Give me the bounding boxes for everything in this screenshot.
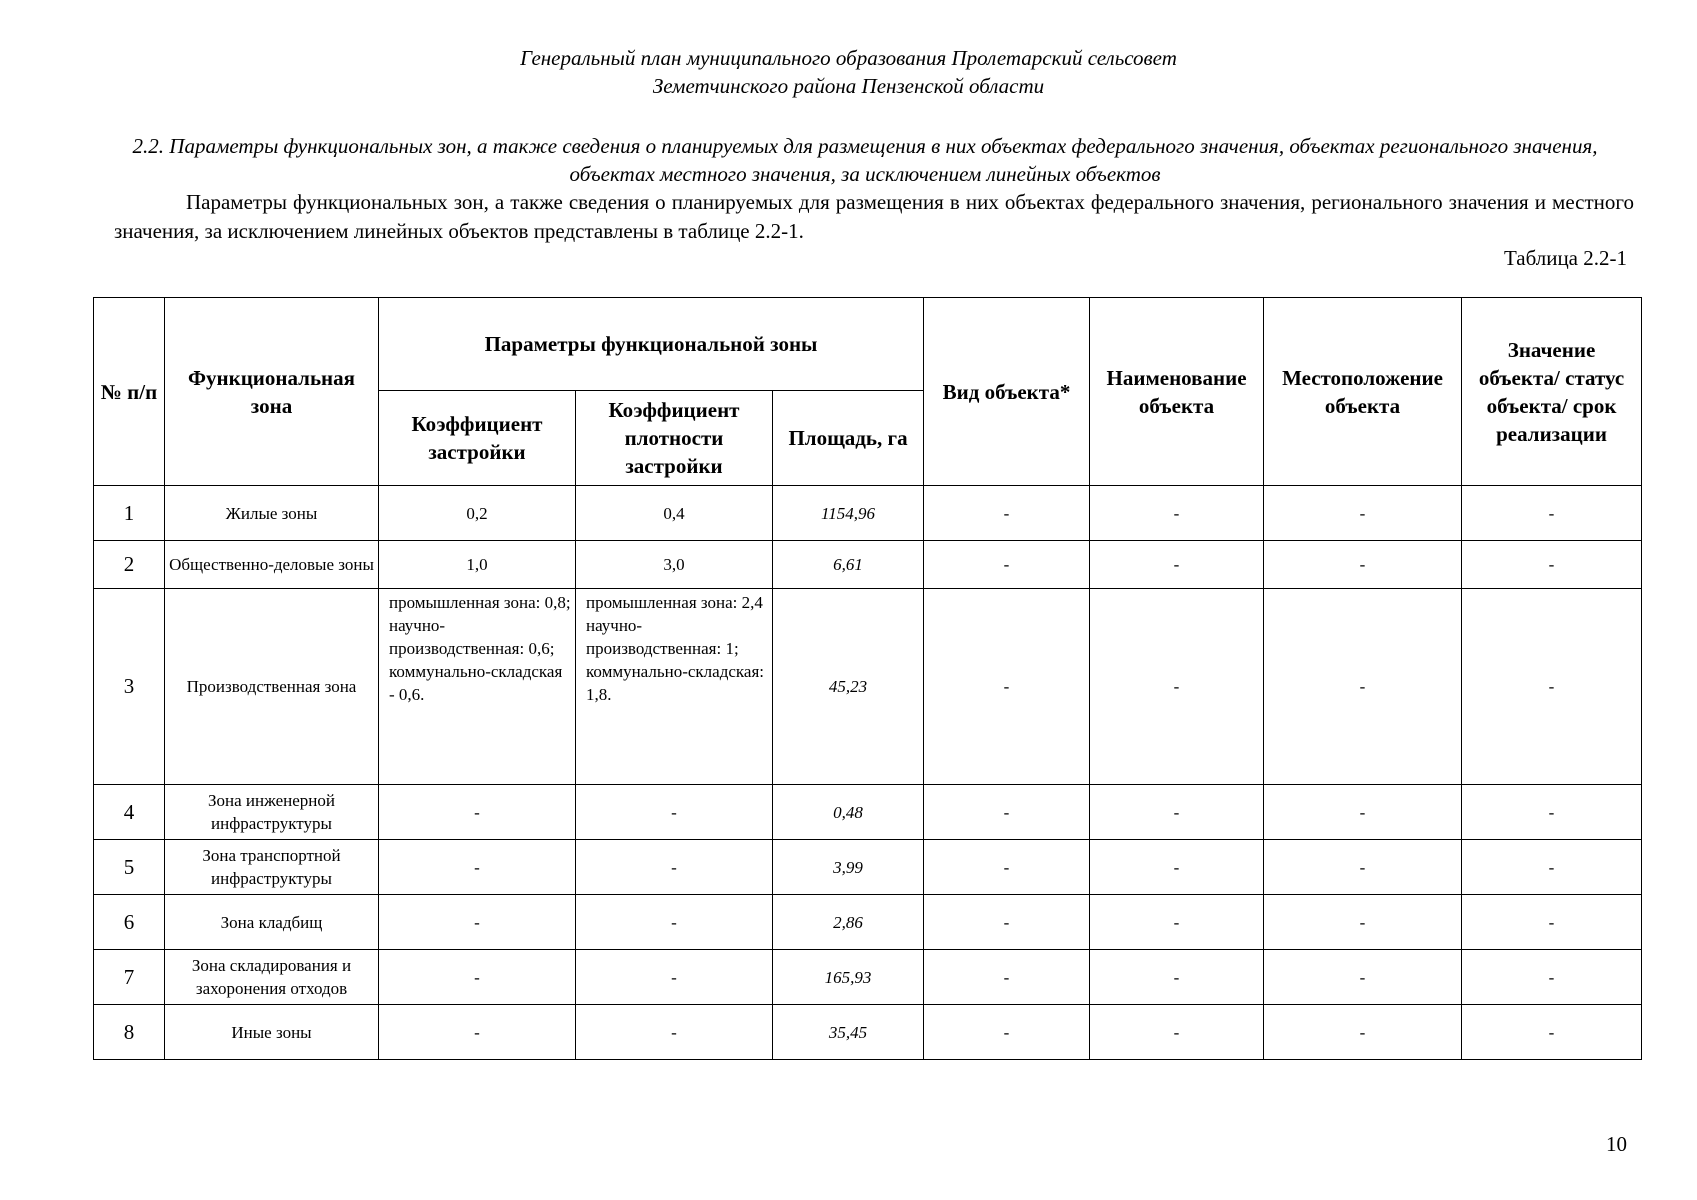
cell-num: 5 (94, 840, 165, 895)
section-title: 2.2. Параметры функциональных зон, а также сведения о планируемых для размещения в них объектах федерального значения, объектах регионального значения, объектах местного значения, за исключением линейных объектов (132, 134, 1598, 186)
header-object-type: Вид объекта* (924, 298, 1090, 486)
cell-coef-build: - (379, 840, 576, 895)
cell-zone: Производственная зона (165, 589, 379, 785)
cell-zone: Зона транспортной инфраструктуры (165, 840, 379, 895)
table-row (94, 840, 1642, 895)
cell-num: 7 (94, 950, 165, 1005)
cell-object-name: - (1090, 486, 1264, 541)
cell-coef-density: - (576, 950, 773, 1005)
cell-area: 3,99 (773, 840, 924, 895)
cell-object-status: - (1462, 589, 1642, 785)
header-object-name: Наименование объекта (1090, 298, 1264, 486)
cell-area: 2,86 (773, 895, 924, 950)
header-line-1: Генеральный план муниципального образования Пролетарский сельсовет (520, 46, 1177, 70)
cell-object-location: - (1264, 895, 1462, 950)
cell-coef-density: 0,4 (576, 486, 773, 541)
cell-zone: Зона складирования и захоронения отходов (165, 950, 379, 1005)
table-row (94, 950, 1642, 1005)
table-row (94, 589, 1642, 785)
cell-coef-build: - (379, 1005, 576, 1060)
intro-paragraph: Параметры функциональных зон, а также сведения о планируемых для размещения в них объектах федерального значения, регионального значения и местного значения, за исключением линейных объектов представлены в таблице 2.2-1. (114, 190, 1634, 243)
cell-object-name: - (1090, 895, 1264, 950)
cell-object-type: - (924, 950, 1090, 1005)
cell-object-location: - (1264, 950, 1462, 1005)
table-row (94, 785, 1642, 840)
cell-object-status: - (1462, 1005, 1642, 1060)
page-number: 10 (1606, 1132, 1627, 1156)
table-row (94, 895, 1642, 950)
cell-num: 2 (94, 541, 165, 589)
cell-object-location: - (1264, 589, 1462, 785)
cell-object-location: - (1264, 785, 1462, 840)
cell-object-status: - (1462, 950, 1642, 1005)
cell-object-type: - (924, 589, 1090, 785)
cell-object-type: - (924, 541, 1090, 589)
cell-coef-density: - (576, 1005, 773, 1060)
table-row (94, 1005, 1642, 1060)
cell-object-name: - (1090, 950, 1264, 1005)
cell-num: 1 (94, 486, 165, 541)
cell-num: 6 (94, 895, 165, 950)
cell-zone: Иные зоны (165, 1005, 379, 1060)
cell-object-location: - (1264, 1005, 1462, 1060)
cell-num: 8 (94, 1005, 165, 1060)
cell-object-name: - (1090, 1005, 1264, 1060)
cell-area: 0,48 (773, 785, 924, 840)
cell-object-name: - (1090, 785, 1264, 840)
cell-object-location: - (1264, 840, 1462, 895)
cell-area: 45,23 (773, 589, 924, 785)
cell-coef-density: - (576, 785, 773, 840)
cell-object-status: - (1462, 895, 1642, 950)
cell-coef-build: 1,0 (379, 541, 576, 589)
zones-table (93, 297, 1642, 1060)
header-area: Площадь, га (773, 391, 924, 486)
header-object-location: Местоположение объекта (1264, 298, 1462, 486)
cell-object-name: - (1090, 589, 1264, 785)
cell-object-type: - (924, 486, 1090, 541)
cell-coef-build: - (379, 950, 576, 1005)
cell-coef-density: 3,0 (576, 541, 773, 589)
cell-num: 3 (94, 589, 165, 785)
header-num: № п/п (94, 298, 165, 486)
header-params: Параметры функциональной зоны (379, 298, 924, 391)
header-coef-density: Коэффициент плотности застройки (576, 391, 773, 486)
header-line-2: Земетчинского района Пензенской области (652, 74, 1045, 98)
cell-area: 1154,96 (773, 486, 924, 541)
cell-object-name: - (1090, 840, 1264, 895)
cell-coef-build: - (379, 895, 576, 950)
cell-coef-density: промышленная зона: 2,4 научно-производственная: 1; коммунально-складская: 1,8. (576, 589, 773, 785)
cell-object-location: - (1264, 486, 1462, 541)
cell-object-type: - (924, 840, 1090, 895)
document-header (0, 44, 1697, 100)
cell-object-status: - (1462, 840, 1642, 895)
cell-object-status: - (1462, 486, 1642, 541)
cell-coef-density: - (576, 840, 773, 895)
cell-zone: Жилые зоны (165, 486, 379, 541)
cell-object-status: - (1462, 541, 1642, 589)
cell-coef-build: - (379, 785, 576, 840)
cell-zone: Общественно-деловые зоны (165, 541, 379, 589)
table-row (94, 541, 1642, 589)
cell-coef-build: промышленная зона: 0,8; научно-производственная: 0,6; коммунально-складская - 0,6. (379, 589, 576, 785)
header-object-status: Значение объекта/ статус объекта/ срок реализации (1462, 298, 1642, 486)
table-caption: Таблица 2.2-1 (1503, 246, 1627, 270)
cell-object-name: - (1090, 541, 1264, 589)
table-row (94, 486, 1642, 541)
cell-area: 35,45 (773, 1005, 924, 1060)
cell-object-type: - (924, 1005, 1090, 1060)
cell-area: 6,61 (773, 541, 924, 589)
header-zone: Функциональная зона (165, 298, 379, 486)
cell-num: 4 (94, 785, 165, 840)
cell-object-location: - (1264, 541, 1462, 589)
cell-zone: Зона кладбищ (165, 895, 379, 950)
cell-object-status: - (1462, 785, 1642, 840)
header-coef-build: Коэффициент застройки (379, 391, 576, 486)
cell-area: 165,93 (773, 950, 924, 1005)
cell-zone: Зона инженерной инфраструктуры (165, 785, 379, 840)
cell-coef-build: 0,2 (379, 486, 576, 541)
cell-object-type: - (924, 895, 1090, 950)
cell-object-type: - (924, 785, 1090, 840)
cell-coef-density: - (576, 895, 773, 950)
